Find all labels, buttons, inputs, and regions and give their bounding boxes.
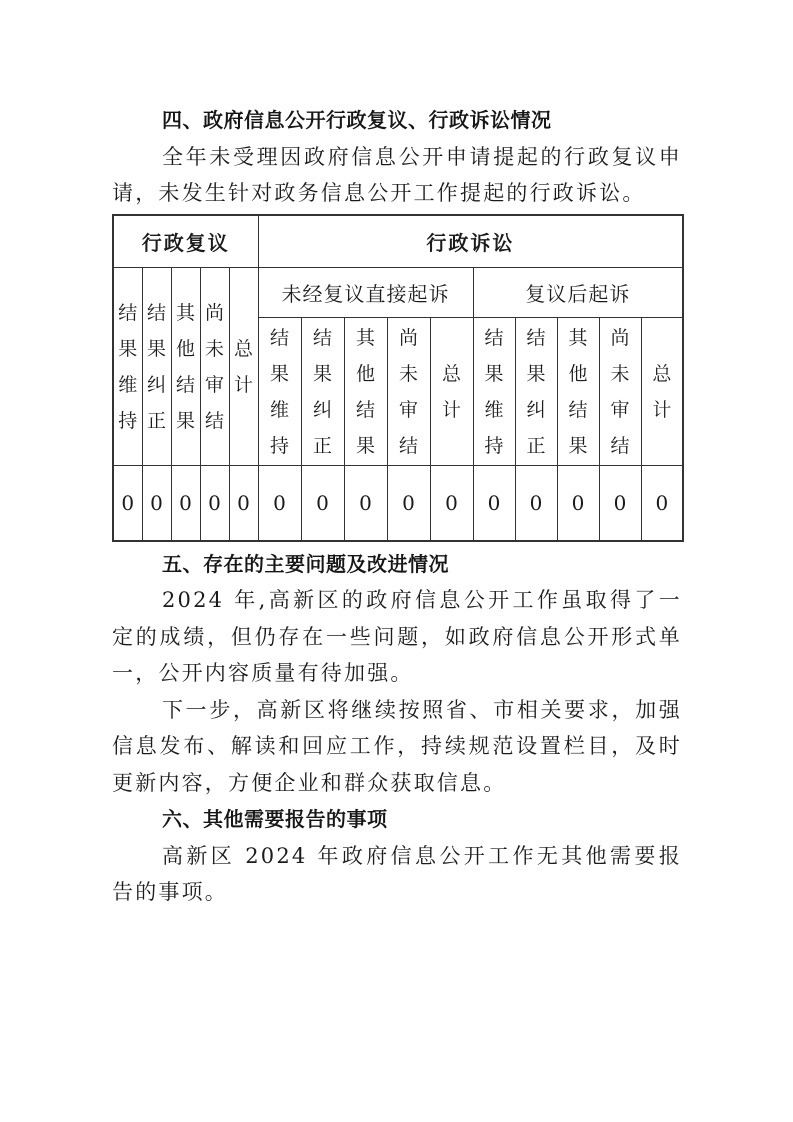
post-review-col-header: 结果维持	[473, 318, 515, 466]
value-cell: 0	[301, 466, 344, 541]
value-cell: 0	[473, 466, 515, 541]
litigation-group-header: 行政诉讼	[258, 215, 683, 268]
direct-col-header: 尚未审结	[387, 318, 430, 466]
value-cell: 0	[142, 466, 171, 541]
value-cell: 0	[113, 466, 142, 541]
direct-col-header: 总计	[430, 318, 473, 466]
direct-suit-subheader: 未经复议直接起诉	[258, 268, 473, 318]
post-review-col-header: 总计	[641, 318, 683, 466]
section-4-paragraph: 全年未受理因政府信息公开申请提起的行政复议申请，未发生针对政务信息公开工作提起的行政诉讼。	[112, 144, 682, 205]
value-cell: 0	[430, 466, 473, 541]
post-review-suit-subheader: 复议后起诉	[473, 268, 683, 318]
section-6-heading: 六、其他需要报告的事项	[162, 807, 388, 831]
review-col-header: 尚未审结	[200, 268, 229, 466]
value-cell: 0	[599, 466, 641, 541]
direct-col-header: 结果维持	[258, 318, 301, 466]
admin-review-litigation-table	[112, 214, 684, 542]
value-cell: 0	[200, 466, 229, 541]
review-col-header: 其他结果	[171, 268, 200, 466]
review-col-header: 结果维持	[113, 268, 142, 466]
section-5-paragraph-1: 2024 年,高新区的政府信息公开工作虽取得了一定的成绩，但仍存在一些问题，如政府信息公开形式单一，公开内容质量有待加强。	[112, 588, 682, 685]
review-group-header: 行政复议	[113, 215, 258, 268]
value-cell: 0	[515, 466, 557, 541]
direct-col-header: 结果纠正	[301, 318, 344, 466]
direct-col-header: 其他结果	[344, 318, 387, 466]
value-cell: 0	[387, 466, 430, 541]
section-6-paragraph: 高新区 2024 年政府信息公开工作无其他需要报告的事项。	[112, 843, 682, 904]
value-cell: 0	[641, 466, 683, 541]
post-review-col-header: 结果纠正	[515, 318, 557, 466]
value-cell: 0	[557, 466, 599, 541]
review-col-header: 结果纠正	[142, 268, 171, 466]
value-cell: 0	[229, 466, 258, 541]
value-cell: 0	[344, 466, 387, 541]
value-cell: 0	[258, 466, 301, 541]
value-cell: 0	[171, 466, 200, 541]
section-4-heading: 四、政府信息公开行政复议、行政诉讼情况	[162, 108, 552, 132]
post-review-col-header: 尚未审结	[599, 318, 641, 466]
post-review-col-header: 其他结果	[557, 318, 599, 466]
section-5-heading: 五、存在的主要问题及改进情况	[162, 551, 449, 576]
review-col-header: 总计	[229, 268, 258, 466]
section-5-paragraph-2: 下一步，高新区将继续按照省、市相关要求，加强信息发布、解读和回应工作，持续规范设置栏目，及时更新内容，方便企业和群众获取信息。	[112, 697, 682, 795]
